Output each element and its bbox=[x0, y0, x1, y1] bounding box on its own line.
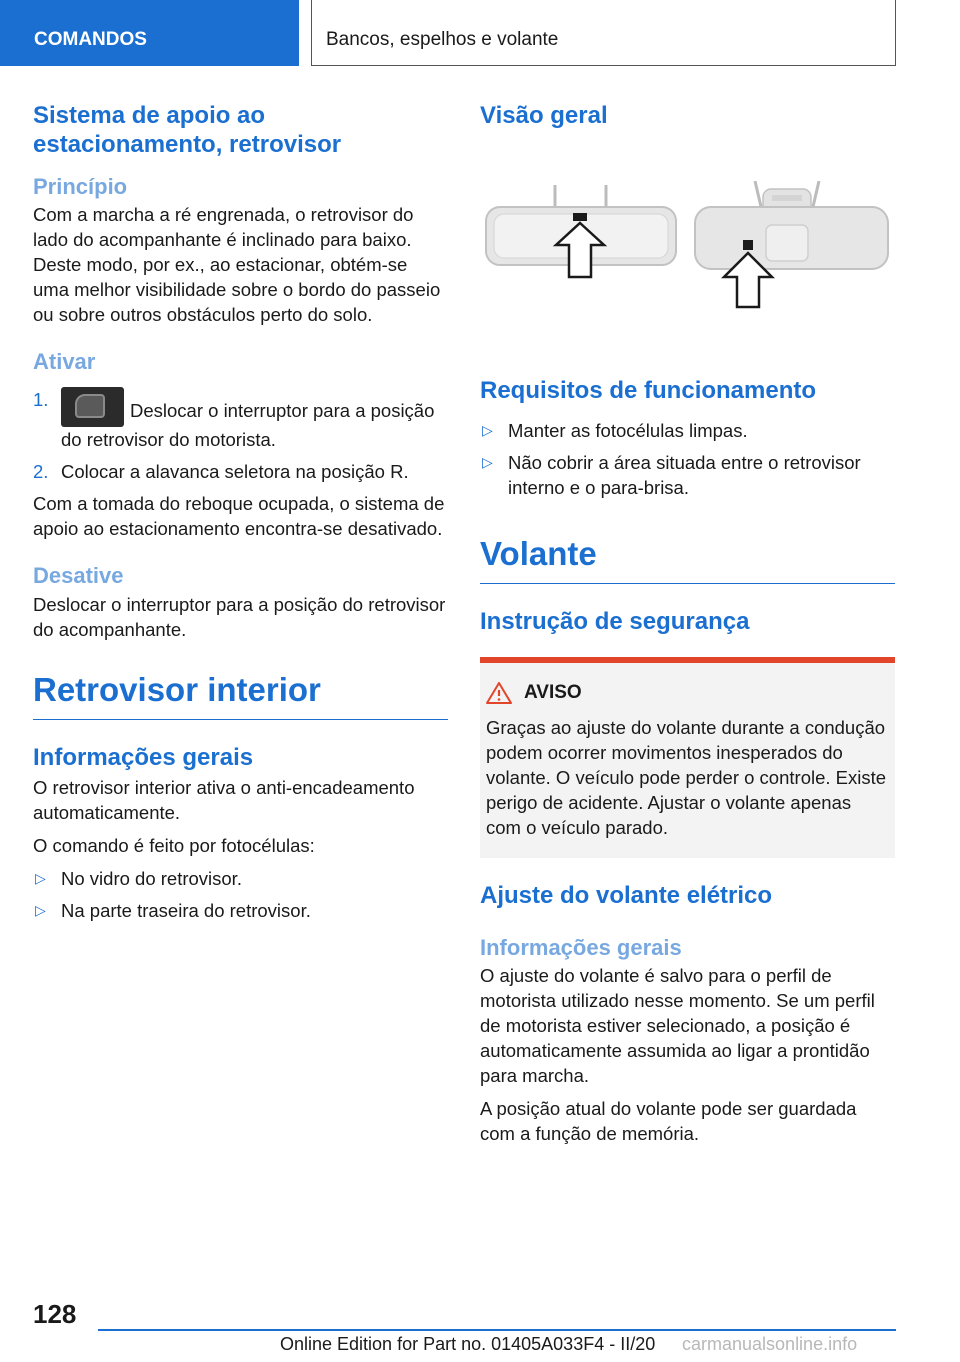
list-item bbox=[33, 459, 448, 484]
info-heading: Informações gerais bbox=[33, 744, 254, 772]
list-item bbox=[480, 418, 895, 443]
list-item bbox=[33, 387, 448, 452]
warning-triangle-icon bbox=[486, 682, 512, 704]
warning-label: AVISO bbox=[524, 681, 582, 703]
list-item bbox=[480, 450, 895, 500]
step-number: 2. bbox=[33, 461, 49, 483]
watermark: carmanualsonline.info bbox=[682, 1334, 858, 1354]
steering-wheel-title: Volante bbox=[480, 534, 895, 585]
chapter-title: Bancos, espelhos e volante bbox=[311, 0, 896, 66]
triangle-bullet-icon: ▷ bbox=[35, 870, 46, 887]
step-text: Colocar a alavanca seletora na posição R. bbox=[61, 461, 409, 483]
photocell-text: O comando é feito por fotocélulas: bbox=[33, 835, 315, 857]
triangle-bullet-icon: ▷ bbox=[482, 453, 493, 470]
safety-heading: Instrução de segurança bbox=[480, 608, 750, 636]
mirror-front-illustration bbox=[486, 185, 676, 277]
warning-text: Graças ao ajuste do volante durante a condução podem ocorrer movimentos inesperados do volante. O veículo pode perder o controle. Existe perigo de acidente. Ajustar o volante apenas com o veículo parado. bbox=[486, 716, 887, 838]
trailer-note: Com a tomada do reboque ocupada, o sistema de apoio ao estacionamento encontra-se desativado. bbox=[33, 493, 445, 540]
bullet-text: Não cobrir a área situada entre o retrovisor interno e o para-brisa. bbox=[508, 451, 861, 498]
list-item bbox=[33, 898, 448, 923]
bullet-text: Na parte traseira do retrovisor. bbox=[61, 900, 311, 922]
interior-mirror-title: Retrovisor interior bbox=[33, 670, 448, 721]
overview-heading: Visão geral bbox=[480, 102, 608, 129]
triangle-bullet-icon: ▷ bbox=[482, 421, 493, 438]
adjust-info-heading: Informações gerais bbox=[480, 934, 682, 960]
section-tab: COMANDOS bbox=[0, 0, 299, 66]
parking-aid-title: Sistema de apoio ao estacionamento, retrovisor bbox=[33, 102, 342, 158]
page-number: 128 bbox=[33, 1299, 77, 1329]
step-number: 1. bbox=[33, 389, 49, 411]
bullet-text: Manter as fotocélulas limpas. bbox=[508, 419, 748, 441]
principio-text: Com a marcha a ré engrenada, o retrovisor do lado do acompanhante é inclinado para baixo. Deste modo, por ex., ao estacionar, obtém-se uma melhor visibilidade sobre o bordo do passeio ou sobre outros obstáculos perto do solo. bbox=[33, 203, 441, 325]
principio-heading: Princípio bbox=[33, 173, 128, 199]
ativar-heading: Ativar bbox=[33, 348, 96, 374]
footer-divider bbox=[98, 1329, 896, 1331]
mirror-back-illustration bbox=[695, 181, 888, 307]
warning-title bbox=[486, 681, 889, 705]
adjust-text-profile: O ajuste do volante é salvo para o perfil de motorista utilizado nesse momento. Se um perfil de motorista estiver selecionado, a posição é automaticamente assumida ao ligar a prontidão para marcha. bbox=[480, 965, 875, 1087]
edition-text: Online Edition for Part no. 01405A033F4 - II/20 bbox=[280, 1334, 656, 1354]
desative-heading: Desative bbox=[33, 563, 124, 589]
triangle-bullet-icon: ▷ bbox=[35, 902, 46, 919]
mirror-diagram bbox=[480, 181, 895, 321]
warning-box bbox=[480, 657, 895, 858]
info-text: O retrovisor interior ativa o anti-encadeamento automaticamente. bbox=[33, 777, 415, 824]
requirements-heading: Requisitos de funcionamento bbox=[480, 376, 817, 404]
electric-adjust-heading: Ajuste do volante elétrico bbox=[480, 881, 773, 909]
adjust-text-memory: A posição atual do volante pode ser guardada com a função de memória. bbox=[480, 1098, 857, 1145]
left-column bbox=[33, 100, 448, 923]
right-column bbox=[480, 100, 895, 1146]
bullet-text: No vidro do retrovisor. bbox=[61, 868, 242, 890]
desative-text: Deslocar o interruptor para a posição do retrovisor do acompanhante. bbox=[33, 593, 446, 640]
list-item bbox=[33, 866, 448, 891]
mirror-switch-icon bbox=[61, 387, 124, 427]
step-text: Deslocar o interruptor para a posição do retrovisor do motorista. bbox=[61, 400, 435, 451]
